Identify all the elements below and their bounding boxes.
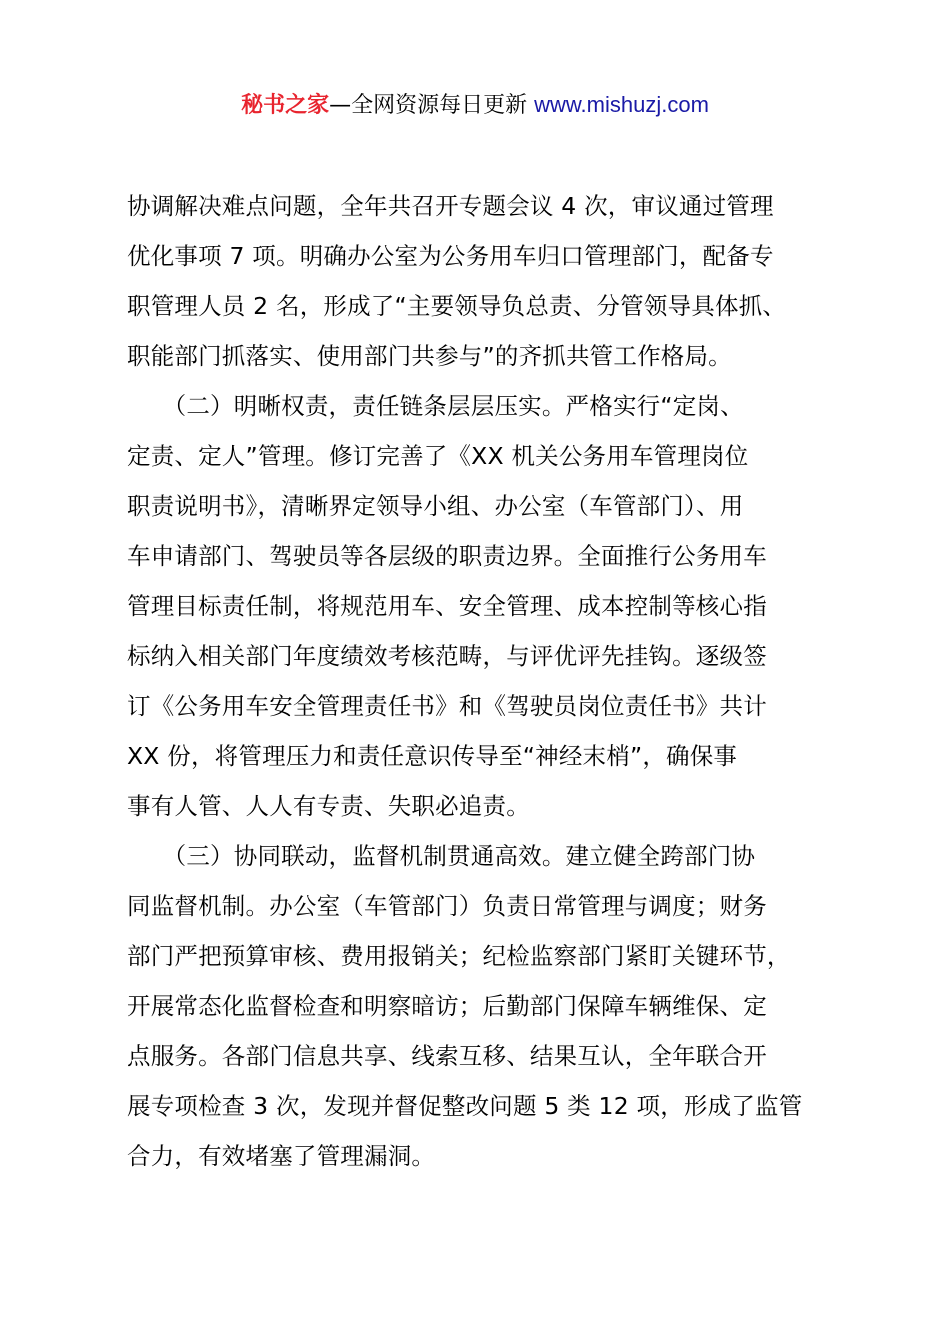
text-line: 定责、定人”管理。修订完善了《XX 机关公务用车管理岗位 (127, 442, 749, 470)
text-line: 优化事项 7 项。明确办公室为公务用车归口管理部门，配备专 (127, 242, 774, 270)
text-line: 合力，有效堵塞了管理漏洞。 (127, 1142, 436, 1170)
header-tagline: —全网资源每日更新 (329, 93, 535, 118)
text-line: 职能部门抓落实、使用部门共参与”的齐抓共管工作格局。 (127, 342, 732, 370)
text-line: 协调解决难点问题，全年共召开专题会议 4 次，审议通过管理 (127, 192, 774, 220)
text-line: 车申请部门、驾驶员等各层级的职责边界。全面推行公务用车 (127, 542, 767, 570)
text-line: 部门严把预算审核、费用报销关；纪检监察部门紧盯关键环节， (127, 942, 791, 970)
website-link[interactable]: www.mishuzj.com (534, 92, 709, 117)
section-heading-line: （三）协同联动，监督机制贯通高效。建立健全跨部门协 (127, 842, 756, 870)
document-body (127, 181, 847, 1181)
text-line: XX 份，将管理压力和责任意识传导至“神经末梢”，确保事 (127, 742, 738, 770)
page-header (0, 86, 950, 125)
text-line: 订《公务用车安全管理责任书》和《驾驶员岗位责任书》共计 (127, 692, 767, 720)
text-line: 标纳入相关部门年度绩效考核范畴，与评优评先挂钩。逐级签 (127, 642, 767, 670)
text-line: 点服务。各部门信息共享、线索互移、结果互认，全年联合开 (127, 1042, 767, 1070)
text-line: 开展常态化监督检查和明察暗访；后勤部门保障车辆维保、定 (127, 992, 767, 1020)
text-line: 同监督机制。办公室（车管部门）负责日常管理与调度；财务 (127, 892, 767, 920)
brand-name: 秘书之家 (241, 93, 330, 118)
text-line: 职责说明书》，清晰界定领导小组、办公室（车管部门）、用 (127, 492, 744, 520)
text-line: 职管理人员 2 名，形成了“主要领导负总责、分管领导具体抓、 (127, 292, 787, 320)
section-heading-line: （二）明晰权责，责任链条层层压实。严格实行“定岗、 (127, 392, 744, 420)
text-line: 管理目标责任制，将规范用车、安全管理、成本控制等核心指 (127, 592, 767, 620)
text-line: 事有人管、人人有专责、失职必追责。 (127, 792, 530, 820)
text-line: 展专项检查 3 次，发现并督促整改问题 5 类 12 项，形成了监管 (127, 1092, 803, 1120)
